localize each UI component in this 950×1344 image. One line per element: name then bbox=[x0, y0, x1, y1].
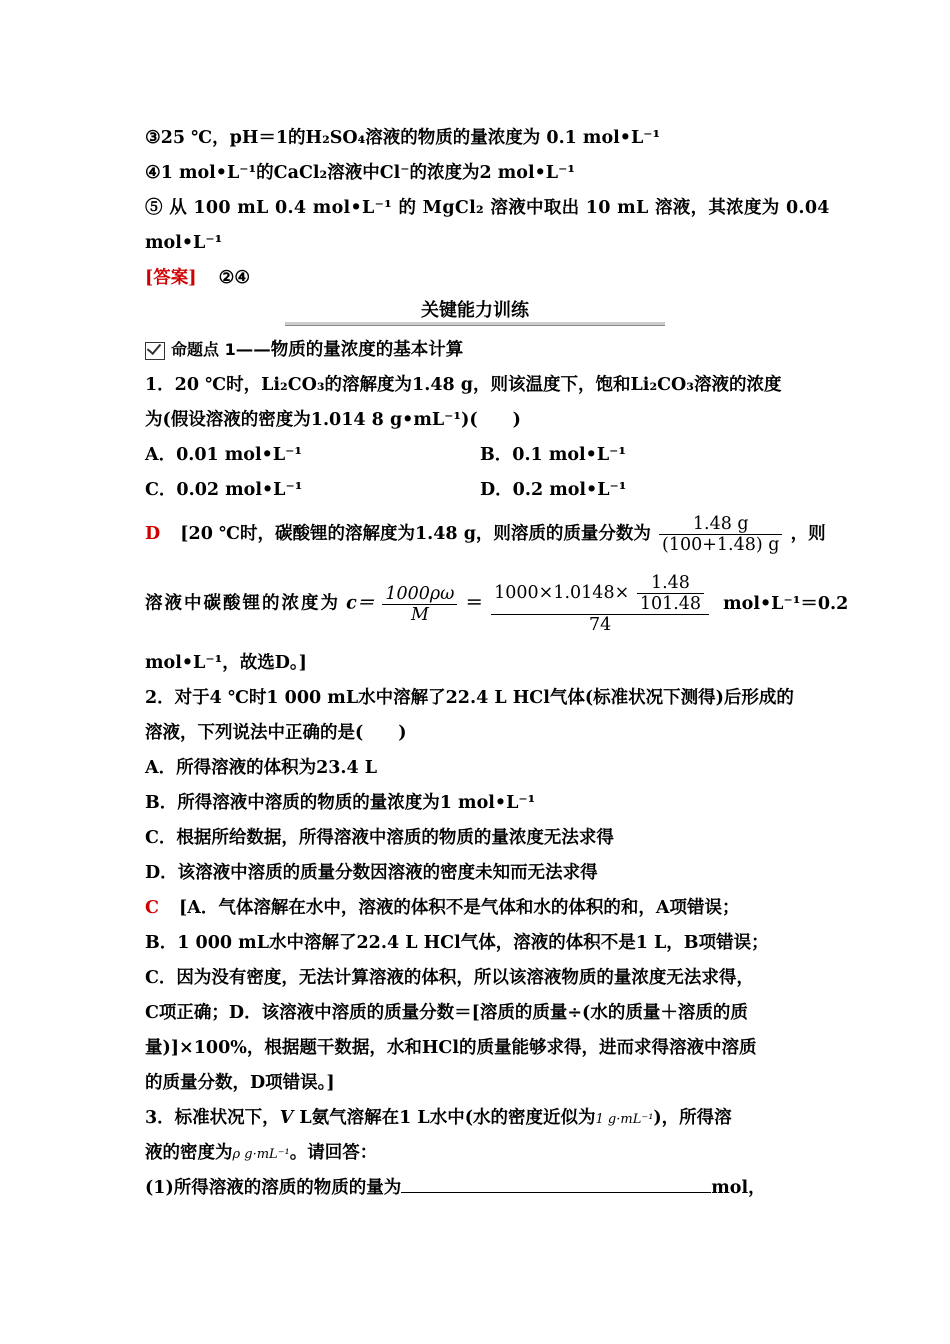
formula-den: M bbox=[382, 604, 457, 625]
q2-explanation-line-1 bbox=[145, 896, 739, 920]
proposition-label: 命题点 1 bbox=[171, 340, 236, 359]
q1-exp-tail: ，则 bbox=[790, 524, 826, 544]
q3-stem-cont bbox=[145, 1141, 377, 1167]
mass-fraction bbox=[659, 514, 782, 555]
inner-fraction-den: 101.48 bbox=[637, 593, 704, 614]
q2-option-d: D．该溶液中溶质的质量分数因溶液的密度未知而无法求得 bbox=[145, 863, 598, 883]
q3-stem-part-2: L氨气溶解在1 L水中(水的密度近似为 bbox=[293, 1108, 596, 1128]
intro-line-5: ⑤ 从 100 mL 0.4 mol•L⁻¹ 的 MgCl₂ 溶液中取出 10 mL 溶液，其浓度为 0.04 bbox=[145, 198, 830, 218]
q2-option-c: C．根据所给数据，所得溶液中溶质的物质的量浓度无法求得 bbox=[145, 828, 614, 848]
mass-fraction-num: 1.48 g bbox=[692, 514, 749, 534]
q1-option-c: C．0.02 mol•L⁻¹ bbox=[145, 480, 303, 500]
q3-stem-part-4: 液的密度为 bbox=[145, 1143, 233, 1163]
q3-stem-part-1: 3．标准状况下， bbox=[145, 1108, 280, 1128]
q1-explanation-line-2 bbox=[145, 573, 848, 635]
section-title: 关键能力训练 bbox=[421, 300, 529, 321]
q2-stem: 2．对于4 ℃时1 000 mL水中溶解了22.4 L HCl气体(标准状况下测得)后形成的 bbox=[145, 688, 794, 708]
q1-exp-text-2: 溶液中碳酸锂的浓度为 bbox=[145, 593, 340, 614]
q1-exp-result: mol•L⁻¹＝0.2 bbox=[723, 593, 849, 614]
inner-fraction bbox=[637, 573, 704, 614]
proposition-heading bbox=[145, 338, 463, 362]
q2-explanation-line-5: 量)]×100%，根据题干数据，水和HCl的质量能够求得，进而求得溶液中溶质 bbox=[145, 1038, 757, 1058]
q1-stem: 1．20 ℃时，Li₂CO₃的溶解度为1.48 g，则该温度下，饱和Li₂CO₃溶液的浓度 bbox=[145, 375, 782, 395]
q1-stem-cont: 为(假设溶液的密度为1.014 8 g•mL⁻¹)( ) bbox=[145, 410, 521, 430]
q2-key: C bbox=[145, 898, 159, 918]
answer-blank[interactable] bbox=[401, 1176, 711, 1193]
numeric-fraction bbox=[491, 573, 709, 635]
inner-fraction-num: 1.48 bbox=[650, 573, 690, 593]
q2-explanation-line-3: C．因为没有密度，无法计算溶液的体积，所以该溶液物质的量浓度无法求得， bbox=[145, 968, 754, 988]
q3-stem bbox=[145, 1106, 732, 1132]
q1-key: D bbox=[145, 524, 161, 544]
answer-line bbox=[145, 266, 250, 290]
q3-sub1-unit: mol， bbox=[711, 1178, 766, 1198]
numeric-num-left: 1000×1.0148× bbox=[494, 583, 630, 603]
q3-sub1-text: (1)所得溶液的溶质的物质的量为 bbox=[145, 1178, 402, 1198]
q2-explanation-line-4: C项正确；D．该溶液中溶质的质量分数＝[溶质的质量÷(水的质量＋溶质的质 bbox=[145, 1003, 748, 1023]
q2-stem-cont: 溶液，下列说法中正确的是( ) bbox=[145, 723, 407, 743]
answer-label: [答案] bbox=[145, 268, 197, 288]
q1-exp-text: [20 ℃时，碳酸锂的溶解度为1.48 g，则溶质的质量分数为 bbox=[180, 524, 651, 544]
q1-options-row-1 bbox=[145, 443, 810, 467]
q3-solution-density: ρ g·mL⁻¹ bbox=[232, 1147, 290, 1162]
proposition-title: ——物质的量浓度的基本计算 bbox=[235, 340, 464, 360]
answer-value: ②④ bbox=[218, 268, 251, 288]
q3-stem-part-5: 。请回答： bbox=[289, 1143, 378, 1163]
concentration-eq: c＝ bbox=[346, 593, 375, 614]
q2-option-a: A．所得溶液的体积为23.4 L bbox=[145, 758, 378, 778]
q1-option-b: B．0.1 mol•L⁻¹ bbox=[480, 445, 627, 465]
numeric-fraction-num bbox=[491, 573, 709, 614]
q1-explanation-line-3: mol•L⁻¹，故选D。] bbox=[145, 653, 307, 673]
q1-option-d: D．0.2 mol•L⁻¹ bbox=[480, 480, 627, 500]
numeric-fraction-den: 74 bbox=[491, 614, 709, 635]
mass-fraction-den: (100+1.48) g bbox=[659, 534, 782, 555]
q2-option-b: B．所得溶液中溶质的物质的量浓度为1 mol•L⁻¹ bbox=[145, 793, 536, 813]
q2-explanation-line-2: B．1 000 mL水中溶解了22.4 L HCl气体，溶液的体积不是1 L，B项错误； bbox=[145, 933, 769, 953]
formula-num: 1000ρω bbox=[385, 583, 455, 604]
equals-sign: ＝ bbox=[465, 593, 484, 614]
section-divider bbox=[285, 322, 665, 326]
intro-line-4: ④1 mol•L⁻¹的CaCl₂溶液中Cl⁻的浓度为2 mol•L⁻¹ bbox=[145, 163, 576, 183]
q2-exp-1: [A．气体溶解在水中，溶液的体积不是气体和水的体积的和，A项错误； bbox=[179, 898, 740, 918]
q3-var-v: V bbox=[279, 1108, 294, 1128]
formula-fraction bbox=[382, 584, 457, 625]
checkbox-icon bbox=[145, 342, 165, 360]
q3-water-density: 1 g·mL⁻¹ bbox=[595, 1112, 654, 1127]
q1-option-a: A．0.01 mol•L⁻¹ bbox=[145, 445, 303, 465]
q3-stem-part-3: )，所得溶 bbox=[653, 1108, 732, 1128]
q2-explanation-line-6: 的质量分数，D项错误。] bbox=[145, 1073, 335, 1093]
q1-explanation-line-1 bbox=[145, 513, 826, 555]
q1-options-row-2 bbox=[145, 478, 810, 502]
intro-line-3: ③25 ℃，pH＝1的H₂SO₄溶液的物质的量浓度为 0.1 mol•L⁻¹ bbox=[145, 128, 661, 148]
q3-sub-question-1 bbox=[145, 1176, 766, 1200]
intro-line-5-cont: mol•L⁻¹ bbox=[145, 233, 223, 253]
